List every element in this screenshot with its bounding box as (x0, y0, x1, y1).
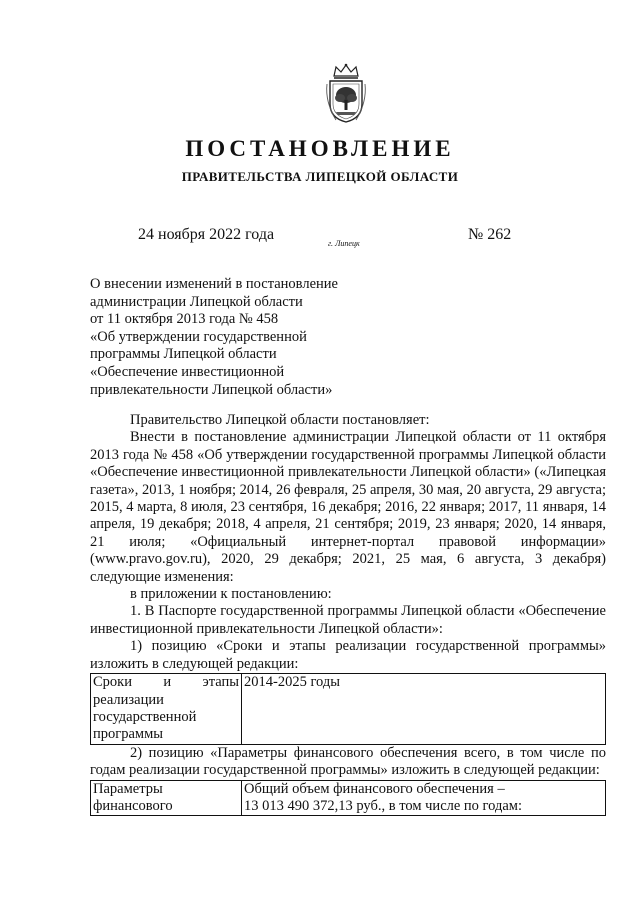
table-value-cell: 2014-2025 годы (242, 674, 606, 745)
subject-line: привлекательности Липецкой области» (90, 381, 333, 398)
table-row (91, 780, 606, 816)
issuing-authority: ПРАВИТЕЛЬСТВА ЛИПЕЦКОЙ ОБЛАСТИ (181, 169, 459, 184)
body-paragraph: в приложении к постановлению: (130, 586, 332, 603)
table-value-cell (242, 780, 606, 816)
label-word: этапы (202, 674, 239, 691)
body-paragraph: Правительство Липецкой области постановляет: (130, 412, 430, 428)
body-paragraph: 2) позицию «Параметры финансового обеспечения всего, в том числе по годам реализации государственной программы» изложить в следующей редакции: (90, 744, 606, 779)
subject-line: «Обеспечение инвестиционной (90, 363, 285, 380)
subject-line: «Об утверждении государственной (90, 328, 307, 345)
subject-line: от 11 октября 2013 года № 458 (90, 311, 279, 328)
label-line: реализации (93, 691, 164, 708)
amendment-table-2 (90, 780, 606, 817)
table-label-cell (91, 780, 242, 816)
label-line: программы (93, 726, 163, 743)
table-label-cell (91, 674, 242, 745)
table-row (91, 674, 606, 745)
body-paragraph: 1) позицию «Сроки и этапы реализации государственной программы» изложить в следующей редакции: (90, 638, 606, 672)
value-line: Общий объем финансового обеспечения – (244, 780, 505, 797)
subject-line: программы Липецкой области (90, 346, 277, 363)
lipetsk-oblast-coat-of-arms-icon (324, 62, 368, 124)
subject-line: администрации Липецкой области (90, 293, 303, 310)
document-city: г. Липецк (328, 239, 360, 248)
label-word: и (163, 674, 172, 691)
body-paragraph: 1. В Паспорте государственной программы Липецкой области «Обеспечение инвестиционной привлекательности Липецкой области»: (90, 603, 606, 637)
label-line: государственной (93, 708, 197, 725)
body-paragraph: Внести в постановление администрации Липецкой области от 11 октября 2013 года № 458 «Об утверждении государственной программы Липецкой области «Обеспечение инвестиционной привлекательности Липецкой области» («Липецкая газета», 2013, 1 ноября; 2014, 26 февраля, 25 апреля, 30 мая, 20 августа, 29 августа; 2015, 4 марта, 8 июля, 23 сентября, 16 декабря; 2016, 22 января; 2017, 11 января, 14 апреля, 19 декабря; 2018, 4 апреля, 21 сентября; 2019, 23 января; 2020, 14 января, 21 июля; «Официальный интернет-портал правовой информации» (www.pravo.gov.ru), 2020, 29 декабря; 2021, 25 мая, 6 августа, 3 декабря) следующие изменения: (90, 429, 606, 585)
document-type-title: ПОСТАНОВЛЕНИЕ (185, 136, 455, 161)
label-line: Параметры (93, 780, 163, 797)
subject-line: О внесении изменений в постановление (90, 276, 338, 292)
label-first-line (93, 674, 239, 691)
amendment-table-1 (90, 673, 606, 745)
document-date: 24 ноября 2022 года (138, 226, 275, 243)
value-line: 13 013 490 372,13 руб., в том числе по годам: (244, 797, 522, 814)
label-line: финансового (93, 797, 173, 814)
document-subject (90, 276, 390, 399)
document-number: № 262 (468, 226, 512, 243)
label-word: Сроки (93, 674, 132, 691)
document-body (90, 412, 606, 816)
